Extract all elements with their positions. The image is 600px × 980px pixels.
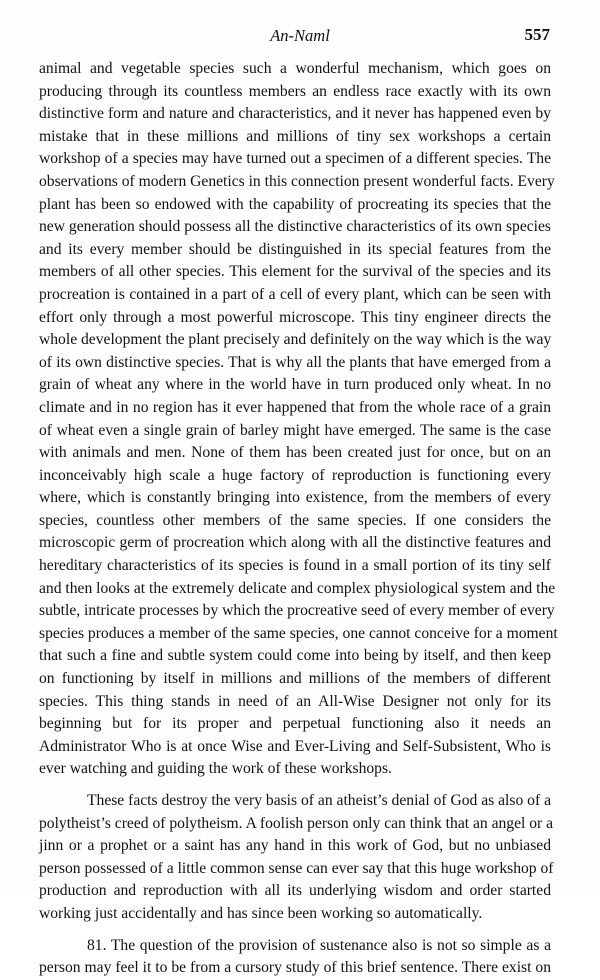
- text-line: distinctive form and nature and characteristics, and it never has happened even by: [39, 105, 551, 123]
- text-line: and its every member should be distinguished in its special features from the: [39, 240, 551, 258]
- text-line: 81. The question of the provision of sustenance also is not so simple as a: [87, 936, 551, 954]
- text-line: animal and vegetable species such a wonderful mechanism, which goes on: [39, 60, 551, 77]
- paragraph-3: [39, 935, 551, 980]
- text-line: plant has been so endowed with the capability of procreating its species that the: [39, 195, 551, 213]
- text-line: species, countless other members of the same species. If one considers the: [39, 511, 551, 529]
- text-line: inconceivably high scale a huge factory of reproduction is functioning every: [39, 466, 551, 484]
- text-line: production and reproduction with all its underlying wisdom and order started: [39, 882, 551, 900]
- text-line: that such a fine and subtle system could come into being by itself, and then keep: [39, 647, 551, 665]
- text-line: working just accidentally and has since been working so automatically.: [39, 904, 483, 922]
- text-line: procreation is contained in a part of a cell of every plant, which can be seen with: [39, 285, 551, 303]
- text-line: members of all other species. This element for the survival of the species and its: [39, 263, 551, 281]
- text-line: where, which is constantly bringing into existence, from the members of every: [39, 489, 551, 507]
- text-line: and then looks at the extremely delicate and complex physiological system and the: [39, 579, 556, 597]
- text-line: producing through its countless members an endless race exactly with its own: [39, 82, 551, 100]
- text-line: on functioning by itself in millions and millions of the members of different: [39, 670, 551, 688]
- text-line: person possessed of a little common sense can ever say that this huge workshop of: [39, 859, 554, 877]
- text-line: mistake that in these millions and millions of tiny sex workshops a certain: [39, 127, 551, 145]
- text-line: These facts destroy the very basis of an atheist’s denial of God as also of a: [87, 792, 551, 809]
- paragraph-1: [39, 58, 558, 781]
- text-line: microscopic germ of procreation which along with all the distinctive features and: [39, 534, 551, 552]
- page-number: 557: [524, 25, 550, 44]
- text-line: grain of wheat any where in the world have in turn produced only wheat. In no: [39, 376, 551, 394]
- text-line: beginning but for its proper and perpetual functioning also it needs an: [39, 715, 551, 733]
- text-line: hereditary characteristics of its species is found in a small portion of its tiny self: [39, 557, 551, 575]
- text-line: species produces a member of the same species, one cannot conceive for a moment: [39, 624, 558, 642]
- body-text: [39, 58, 558, 980]
- text-line: effort only through a most powerful microscope. This tiny engineer directs the: [39, 308, 551, 326]
- text-line: species. This thing stands in need of an All-Wise Designer not only for its: [39, 692, 551, 710]
- text-line: Administrator Who is at once Wise and Ever-Living and Self-Subsistent, Who is: [39, 737, 551, 755]
- text-line: of wheat even a single grain of barley might have emerged. The same is the case: [39, 421, 551, 439]
- text-line: jinn or a prophet or a saint has any hand in this work of God, but no unbiased: [39, 837, 551, 855]
- text-line: new generation should possess all the distinctive characteristics of its own species: [39, 218, 551, 236]
- text-line: ever watching and guiding the work of these workshops.: [39, 760, 392, 778]
- running-header: [0, 24, 600, 46]
- text-line: climate and in no region has it ever happened that from the whole race of a grain: [39, 398, 551, 416]
- text-line: with animals and men. None of them has been created just for once, but on an: [39, 444, 551, 462]
- text-line: workshop of a species may have turned out a specimen of a different species. The: [39, 150, 551, 168]
- text-line: subtle, intricate processes by which the procreative seed of every member of every: [39, 602, 555, 620]
- paragraph-2: [39, 790, 554, 926]
- text-line: person may feel it to be from a cursory study of this brief sentence. There exist on: [39, 959, 551, 977]
- text-line: observations of modern Genetics in this connection present wonderful facts. Every: [39, 172, 555, 190]
- text-line: polytheist’s creed of polytheism. A foolish person only can think that an angel or a: [39, 814, 554, 832]
- text-line: of its own distinctive species. That is why all the plants that have emerged from a: [39, 353, 551, 371]
- chapter-title: An-Naml: [270, 26, 330, 45]
- text-line: whole development the plant precisely and definitely on the way which is the way: [39, 331, 552, 349]
